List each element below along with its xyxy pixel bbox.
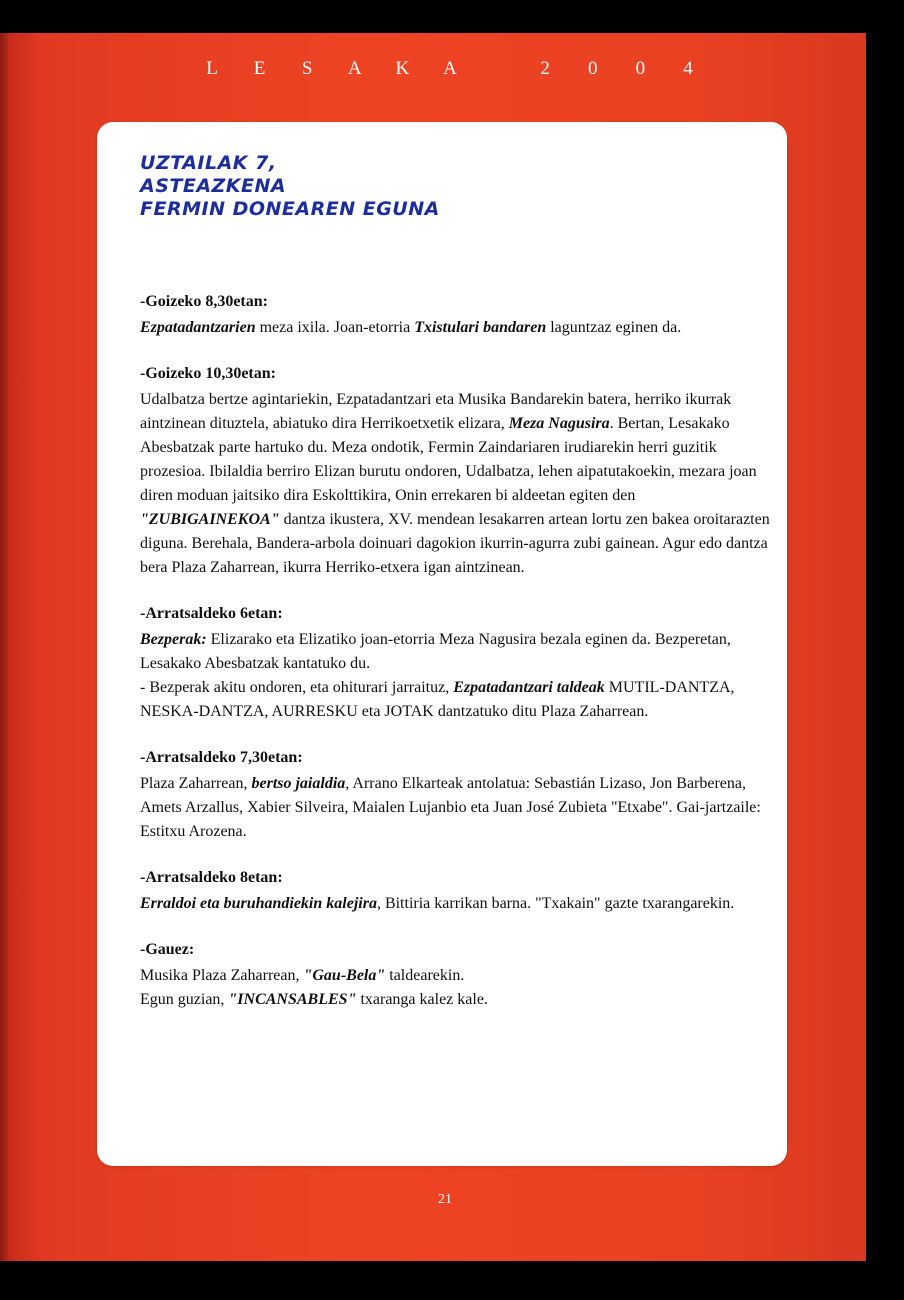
entry-text: Ezpatadantzarien meza ixila. Joan-etorria Txistulari bandaren laguntzaz eginen da. bbox=[140, 319, 682, 336]
header-letter: 0 bbox=[635, 58, 646, 79]
header-letter: A bbox=[443, 58, 457, 79]
page-number: 21 bbox=[438, 1192, 452, 1207]
schedule-entry bbox=[140, 866, 772, 916]
header-letter: S bbox=[301, 58, 313, 79]
page-title bbox=[140, 152, 640, 221]
schedule-entry bbox=[140, 362, 772, 580]
entry-time: -Goizeko 10,30etan: bbox=[140, 365, 276, 382]
title-weekday: ASTEAZKENA bbox=[140, 175, 287, 197]
entry-text: Plaza Zaharrean, bertso jaialdia, Arrano Elkarteak antolatua: Sebastián Lizaso, Jon Barberena, Amets Arzallus, Xabier Silveira, Maialen Lujanbio eta Juan José Zubieta "Etxabe". Gai-jartzaile: Estitxu Arozena. bbox=[140, 775, 761, 840]
header-letter: L bbox=[206, 58, 218, 79]
schedule-entry bbox=[140, 602, 772, 724]
header-letter: 0 bbox=[588, 58, 598, 79]
header-letter bbox=[486, 58, 510, 80]
schedule bbox=[140, 290, 772, 1034]
header-letter: 2 bbox=[540, 58, 550, 79]
page-header bbox=[200, 58, 700, 80]
schedule-entry bbox=[140, 290, 772, 340]
entry-text: Erraldoi eta buruhandiekin kalejira, Bittiria karrikan barna. "Txakain" gazte txarangarekin. bbox=[140, 895, 735, 912]
entry-text: Bezperak: Elizarako eta Elizatiko joan-etorria Meza Nagusira bezala eginen da. Bezperetan, Lesakako Abesbatzak kantatuko du. bbox=[140, 631, 731, 672]
entry-text: Musika Plaza Zaharrean, "Gau-Bela" taldearekin. bbox=[140, 967, 465, 984]
header-letter: E bbox=[253, 58, 266, 79]
title-event: FERMIN DONEAREN EGUNA bbox=[140, 198, 440, 220]
entry-time: -Gauez: bbox=[140, 941, 195, 958]
header-letter: 4 bbox=[683, 58, 693, 79]
entry-time: -Arratsaldeko 8etan: bbox=[140, 869, 283, 886]
entry-time: -Goizeko 8,30etan: bbox=[140, 293, 268, 310]
title-date: UZTAILAK 7, bbox=[140, 152, 277, 174]
schedule-entry bbox=[140, 746, 772, 844]
schedule-entry bbox=[140, 938, 772, 1012]
header-letter: A bbox=[347, 58, 362, 79]
entry-text: Egun guzian, "INCANSABLES" txaranga kalez kale. bbox=[140, 991, 488, 1008]
entry-time: -Arratsaldeko 6etan: bbox=[140, 605, 283, 622]
entry-time: -Arratsaldeko 7,30etan: bbox=[140, 749, 303, 766]
entry-text: - Bezperak akitu ondoren, eta ohiturari jarraituz, Ezpatadantzari taldeak MUTIL-DANTZA, NESKA-DANTZA, AURRESKU eta JOTAK dantzatuko ditu Plaza Zaharrean. bbox=[140, 679, 735, 720]
header-letter: K bbox=[395, 58, 410, 79]
entry-text: Udalbatza bertze agintariekin, Ezpatadantzari eta Musika Bandarekin batera, herriko ikurrak aintzinean dituztela, abiatuko dira Herrikoetxetik elizara, Meza Nagusira. Bertan, Lesakako Abesbatzak parte hartuko du. Meza ondotik, Fermin Zaindariaren irudiarekin herri guzitik prozesioa. Ibilaldia berriro Elizan burutu ondoren, Udalbatza, lehen aipatutakoekin, mezara joan diren moduan jaitsiko dira Eskolttikira, Onin errekaren bi aldeetan egiten den "ZUBIGAINEKOA" dantza ikustera, XV. mendean lesakarren artean lortu zen bakea oroitarazten diguna. Berehala, Bandera-arbola doinuari dagokion ikurrin-agurra zubi gainean. Agur edo dantza bera Plaza Zaharrean, ikurra Herriko-etxera igan aintzinean. bbox=[140, 391, 770, 576]
